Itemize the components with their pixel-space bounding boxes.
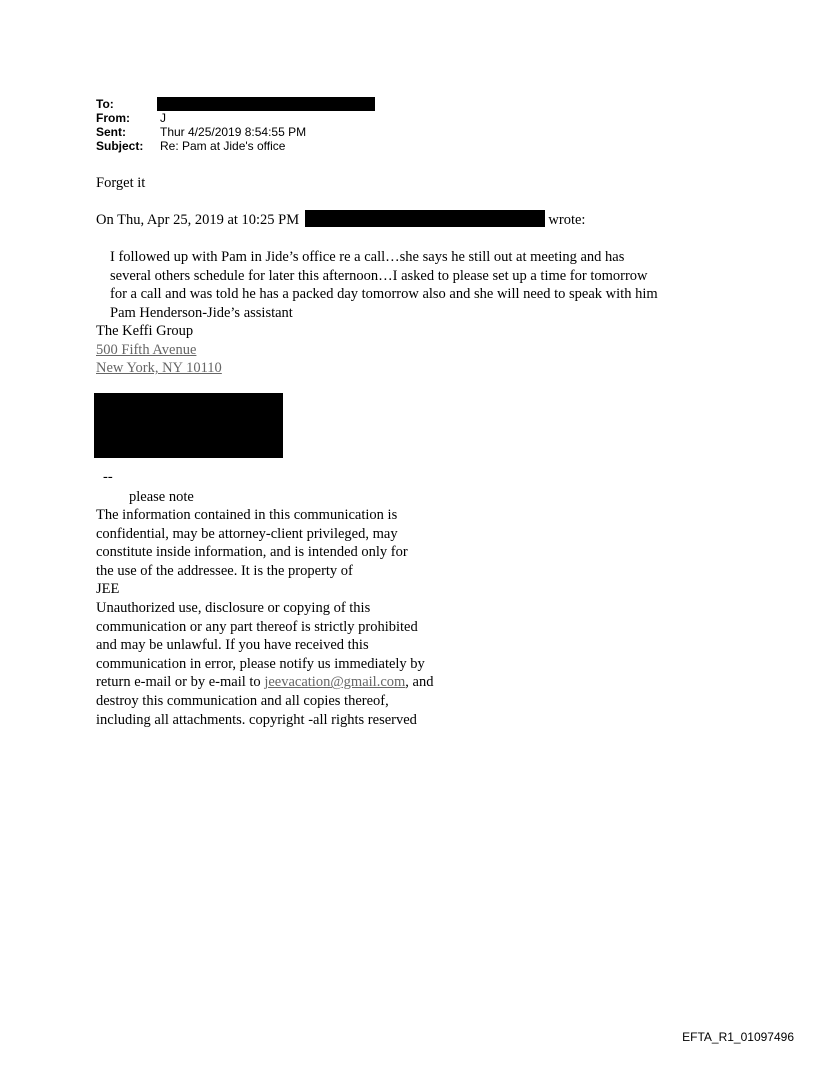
sent-label: Sent:: [96, 125, 126, 139]
disclaimer: [96, 506, 433, 729]
quote-intro-suffix: wrote:: [548, 212, 586, 228]
disclaimer-line: The information contained in this communication is: [96, 507, 398, 523]
from-value: J: [160, 111, 166, 125]
subject-label: Subject:: [96, 139, 144, 153]
email-header: [96, 97, 375, 153]
reply-text: Forget it: [96, 175, 146, 191]
sent-row: [96, 125, 375, 139]
disclaimer-line: communication or any part thereof is strictly prohibited: [96, 618, 418, 635]
email-link[interactable]: jeevacation@gmail.com: [264, 674, 406, 691]
company-name: The Keffi Group: [96, 323, 194, 339]
address-link-street[interactable]: 500 Fifth Avenue: [96, 341, 197, 358]
disclaimer-line: confidential, may be attorney-client privileged, may: [96, 525, 398, 542]
disclaimer-line: Unauthorized use, disclosure or copying of this: [96, 599, 371, 616]
quoted-line: I followed up with Pam in Jide’s office re a call…she says he still out at meeting and has: [110, 249, 625, 265]
sender-redaction: [305, 210, 545, 227]
quote-intro-prefix: On Thu, Apr 25, 2019 at 10:25 PM: [96, 212, 300, 228]
to-row: [96, 97, 375, 111]
document-id: EFTA_R1_01097496: [682, 1030, 794, 1044]
disclaimer-email-line: [96, 673, 433, 692]
email-line-suffix: , and: [405, 674, 434, 691]
sent-value: Thur 4/25/2019 8:54:55 PM: [160, 125, 307, 139]
disclaimer-line: and may be unlawful. If you have received this: [96, 637, 369, 654]
quoted-line: several others schedule for later this afternoon…I asked to please set up a time for tomorrow: [110, 267, 648, 284]
quoted-message: [110, 248, 658, 322]
to-label: To:: [96, 97, 114, 111]
disclaimer-line: JEE: [96, 581, 120, 598]
disclaimer-line: the use of the addressee. It is the property of: [96, 562, 353, 579]
signature-separator: --: [103, 469, 113, 485]
signature: [96, 322, 222, 378]
disclaimer-line: constitute inside information, and is intended only for: [96, 544, 408, 561]
quote-intro: [96, 210, 585, 230]
address-link-city[interactable]: New York, NY 10110: [96, 360, 222, 377]
email-line-prefix: return e-mail or by e-mail to: [96, 674, 265, 691]
disclaimer-line: including all attachments. copyright -all rights reserved: [96, 711, 417, 728]
quoted-line: Pam Henderson-Jide’s assistant: [110, 304, 293, 321]
to-redaction: [157, 97, 375, 111]
disclaimer-line: destroy this communication and all copies thereof,: [96, 692, 389, 709]
disclaimer-line: communication in error, please notify us immediately by: [96, 655, 425, 672]
from-row: [96, 111, 375, 125]
subject-value: Re: Pam at Jide's office: [160, 139, 286, 153]
from-label: From:: [96, 111, 130, 125]
note-heading: please note: [129, 489, 194, 505]
subject-row: [96, 139, 375, 153]
quoted-line: for a call and was told he has a packed day tomorrow also and she will need to speak with him: [110, 286, 658, 303]
signature-redaction: [94, 393, 283, 458]
